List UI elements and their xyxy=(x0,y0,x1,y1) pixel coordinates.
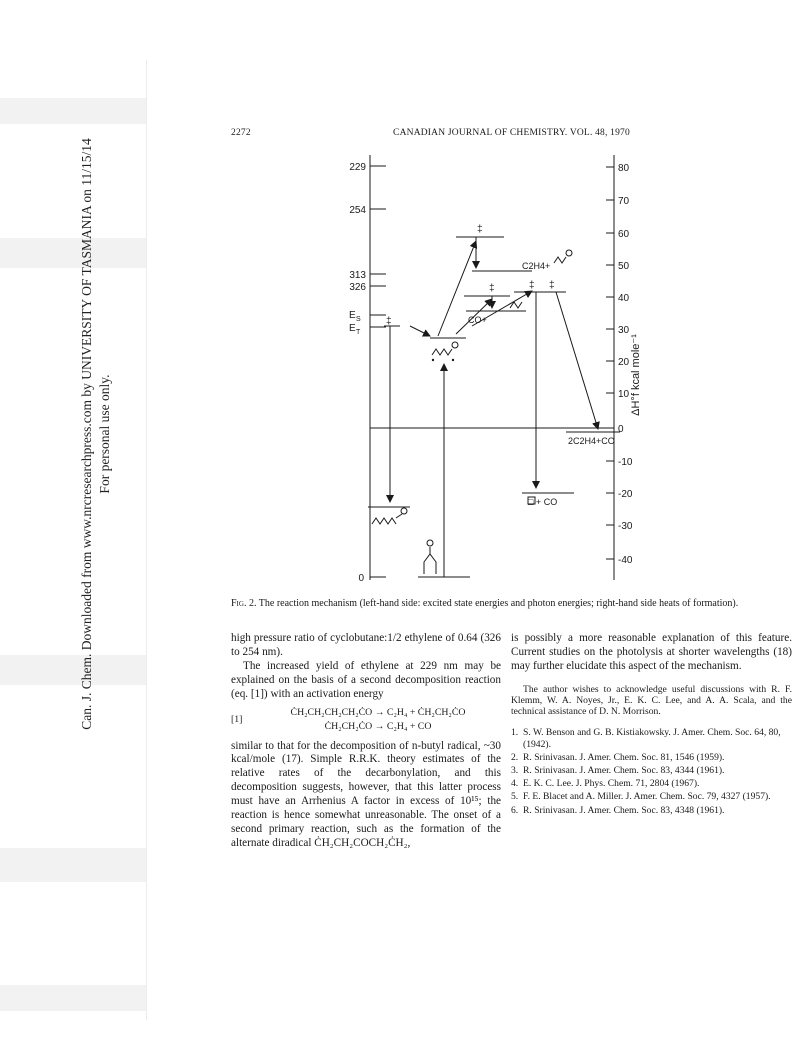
right-tick-label: 40 xyxy=(618,293,630,304)
reference-item xyxy=(511,752,792,763)
right-tick-label: 10 xyxy=(618,389,630,400)
diradical-sketch-ground xyxy=(372,518,396,524)
scan-noise-block xyxy=(0,655,146,685)
reference-text: R. Srinivasan. J. Amer. Chem. Soc. 83, 4348 (1961). xyxy=(523,804,725,816)
scan-noise-block xyxy=(0,985,146,1011)
reference-list xyxy=(511,727,792,815)
cyclopentanone-sketch xyxy=(424,554,436,574)
transition-state-mark: ‡ xyxy=(386,316,392,327)
radical-dot xyxy=(452,359,454,361)
reference-number: 4. xyxy=(511,778,519,790)
right-tick-label: 60 xyxy=(618,229,630,240)
paragraph: similar to that for the decomposition of n-butyl radical, ~30 kcal/mole (17). Simple R.R.K. theory estimates of the relative rates of the decarbonylation, and this decomposition suggests, however, that this latter process must have an Arrhenius A factor in excess of 10¹⁵; the reaction is hence somewhat unreasonable. The onset of a second primary reaction, such as the formation of the alternate diradical ĊH₂CH₂COCH₂ĊH₂, xyxy=(231,739,501,849)
right-tick-label: 0 xyxy=(618,424,624,435)
right-tick-label: 20 xyxy=(618,357,630,368)
right-tick-label: -20 xyxy=(618,489,633,500)
running-head xyxy=(231,128,792,142)
reference-number: 3. xyxy=(511,764,519,776)
radical-dot xyxy=(432,359,434,361)
equation-1 xyxy=(231,706,501,734)
left-tick-subscript: T xyxy=(356,329,361,336)
figure-caption-text: The reaction mechanism (left-hand side: excited state energies and photon energies; right-hand side heats of formation). xyxy=(258,598,739,609)
journal-title: CANADIAN JOURNAL OF CHEMISTRY. VOL. 48, 1970 xyxy=(393,128,630,138)
diradical-sketch-ground xyxy=(401,508,407,514)
paragraph: The increased yield of ethylene at 229 nm may be explained on the basis of a second decomposition reaction (eq. [1]) with an activation energy xyxy=(231,659,501,700)
reference-text: R. Srinivasan. J. Amer. Chem. Soc. 81, 1546 (1959). xyxy=(523,751,725,763)
ring-sketch xyxy=(566,250,572,256)
reference-number: 5. xyxy=(511,791,519,803)
diradical-sketch-ground xyxy=(396,514,402,518)
left-tick-label: 326 xyxy=(349,282,366,293)
scan-noise-block xyxy=(0,238,146,268)
equation-lines xyxy=(255,706,501,734)
left-tick-label: 229 xyxy=(349,162,366,173)
species-label: C2H4+ xyxy=(522,261,551,271)
diradical-sketch xyxy=(432,349,452,355)
left-column xyxy=(231,632,501,851)
diradical-sketch xyxy=(452,342,458,348)
left-tick-label: 313 xyxy=(349,270,366,281)
left-tick-label: E xyxy=(349,323,356,334)
arrow-to-2c2h4-co xyxy=(556,292,598,429)
right-tick-label: -40 xyxy=(618,555,633,566)
reference-number: 6. xyxy=(511,804,519,816)
reference-text: S. W. Benson and G. B. Kistiakowsky. J. Amer. Chem. Soc. 64, 80, (1942). xyxy=(523,727,781,750)
reference-item xyxy=(511,765,792,776)
reference-number: 1. xyxy=(511,727,519,739)
right-tick-label: 70 xyxy=(618,196,630,207)
cyclopentanone-sketch xyxy=(427,540,433,546)
transition-state-mark: ‡ xyxy=(477,224,483,235)
scan-noise-block xyxy=(0,98,146,124)
ring-sketch xyxy=(554,257,566,263)
reference-text: R. Srinivasan. J. Amer. Chem. Soc. 83, 4344 (1961). xyxy=(523,764,725,776)
right-column xyxy=(511,632,792,827)
right-tick-label: 50 xyxy=(618,261,630,272)
transition-state-mark: ‡ xyxy=(529,280,535,291)
right-tick-label: 80 xyxy=(618,163,630,174)
species-label: □ + CO xyxy=(528,497,558,507)
right-tick-label: -10 xyxy=(618,457,633,468)
left-tick-subscript: S xyxy=(356,316,361,323)
right-axis-label: ΔH°f kcal mole⁻¹ xyxy=(630,334,642,416)
equation-line: ĊH₂CH₂CH₂CH₂ĊO → C₂H₄ + ĊH₂CH₂ĊO xyxy=(290,706,466,718)
reference-item xyxy=(511,778,792,789)
energy-level-diagram xyxy=(342,150,642,590)
left-tick-label: E xyxy=(349,310,356,321)
equation-number: [1] xyxy=(231,713,243,725)
figure-reaction-mechanism xyxy=(342,150,642,590)
figure-caption xyxy=(231,598,792,610)
reference-text: E. K. C. Lee. J. Phys. Chem. 71, 2804 (1967). xyxy=(523,778,700,790)
reference-item xyxy=(511,805,792,816)
acknowledgement: The author wishes to acknowledge useful discussions with R. F. Klemm, W. A. Noyes, Jr., E. K. C. Lee, and A. A. Scala, and the technical assistance of D. N. Morrison. xyxy=(511,683,792,718)
reference-item xyxy=(511,727,792,749)
figure-caption-label: Fig. 2. xyxy=(231,598,257,609)
scan-edge-line xyxy=(146,60,147,1020)
paragraph: is possibly a more reasonable explanation of this feature. Current studies on the photolysis at shorter wavelengths (18) may further elucidate this aspect of the mechanism. xyxy=(511,632,792,672)
paragraph: high pressure ratio of cyclobutane:1/2 ethylene of 0.64 (326 to 254 nm). xyxy=(231,632,501,658)
right-tick-label: -30 xyxy=(618,521,633,532)
left-tick-label: 0 xyxy=(358,573,364,584)
right-tick-label: 30 xyxy=(618,325,630,336)
species-label: CO+ xyxy=(468,315,487,325)
scan-noise-block xyxy=(0,848,146,882)
page-number: 2272 xyxy=(231,128,251,138)
reference-item xyxy=(511,791,792,802)
arrow-et-to-diradical xyxy=(410,326,430,336)
reference-number: 2. xyxy=(511,751,519,763)
download-notice-line: For personal use only. xyxy=(97,374,112,494)
download-notice-line: Can. J. Chem. Downloaded from www.nrcresearchpress.com by UNIVERSITY OF TASMANIA on 11/15/14 xyxy=(79,138,94,730)
download-notice xyxy=(78,24,118,844)
transition-state-mark: ‡ xyxy=(549,280,555,291)
left-tick-label: 254 xyxy=(349,205,366,216)
equation-line: ĊH₂CH₂ĊO → C₂H₄ + CO xyxy=(324,720,432,732)
species-label: 2C2H4+CO xyxy=(568,436,615,446)
transition-state-mark: ‡ xyxy=(489,283,495,294)
reference-text: F. E. Blacet and A. Miller. J. Amer. Chem. Soc. 79, 4327 (1957). xyxy=(523,791,771,803)
